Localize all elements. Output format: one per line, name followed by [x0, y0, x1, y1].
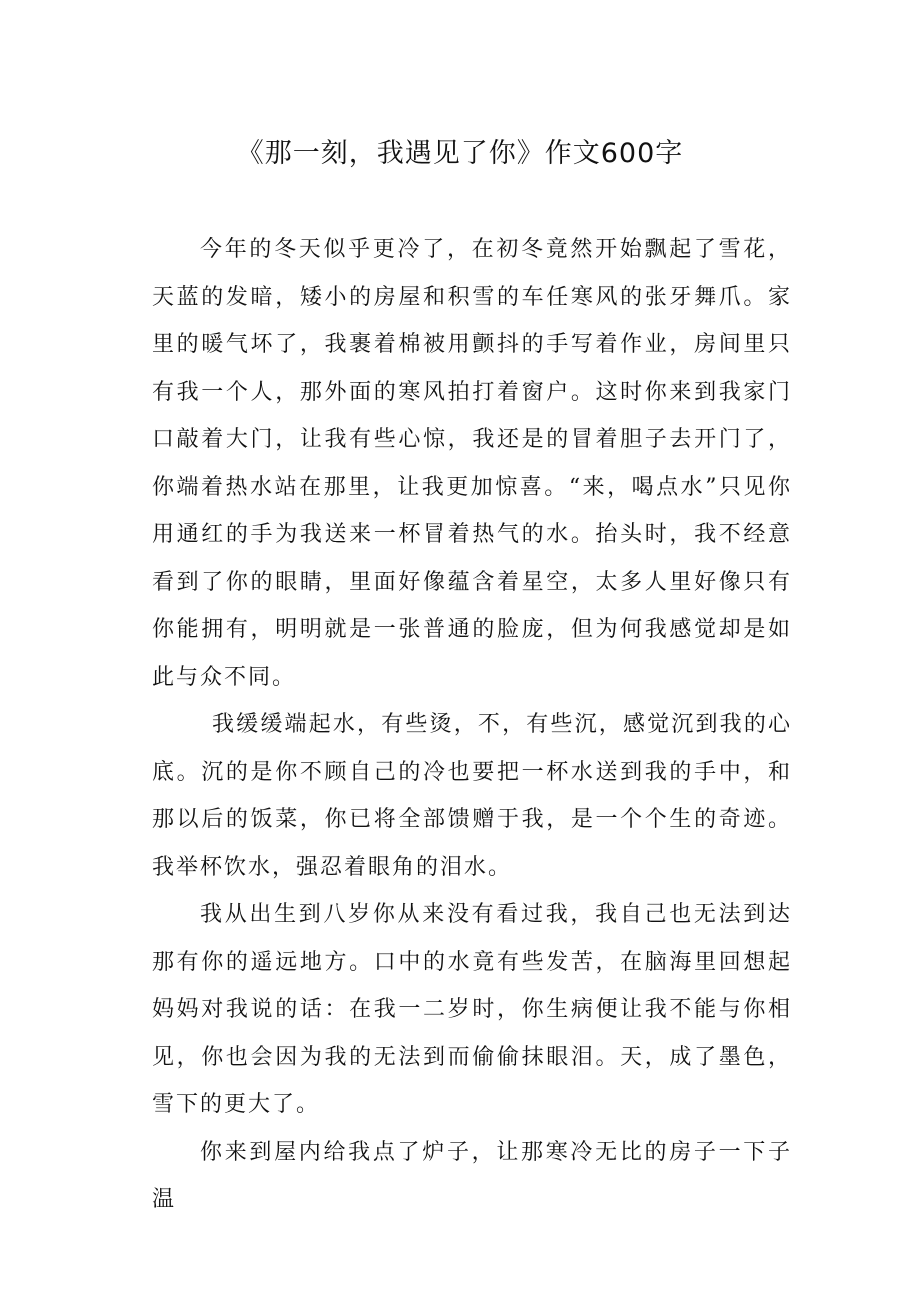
paragraph-1: 今年的冬天似乎更冷了，在初冬竟然开始飘起了雪花，天蓝的发暗，矮小的房屋和积雪的车任寒风的张牙舞爪。家里的暖气坏了，我裹着棉被用颤抖的手写着作业，房间里只有我一个人，那外面的寒风拍打着窗户。这时你来到我家门口敲着大门，让我有些心惊，我还是的冒着胆子去开门了，你端着热水站在那里，让我更加惊喜。“来，喝点水”只见你用通红的手为我送来一杯冒着热气的水。抬头时，我不经意看到了你的眼睛，里面好像蕴含着星空，太多人里好像只有你能拥有，明明就是一张普通的脸庞，但为何我感觉却是如此与众不同。: [152, 237, 792, 690]
paragraph-2: 我缓缓端起水，有些烫，不，有些沉，感觉沉到我的心底。沉的是你不顾自己的冷也要把一杯水送到我的手中，和那以后的饭菜，你已将全部馈赠于我，是一个个生的奇迹。我举杯饮水，强忍着眼角的泪水。: [152, 712, 792, 880]
paragraph-3: 我从出生到八岁你从来没有看过我，我自己也无法到达那有你的遥远地方。口中的水竟有些发苦，在脑海里回想起妈妈对我说的话：在我一二岁时，你生病便让我不能与你相见，你也会因为我的无法到而偷偷抹眼泪。天，成了墨色，雪下的更大了。: [152, 902, 792, 1117]
paragraph-4: 你来到屋内给我点了炉子，让那寒冷无比的房子一下子温: [152, 1139, 792, 1212]
document-body: [152, 226, 792, 1224]
document-title: 《那一刻，我遇见了你》作文600字: [236, 138, 684, 169]
